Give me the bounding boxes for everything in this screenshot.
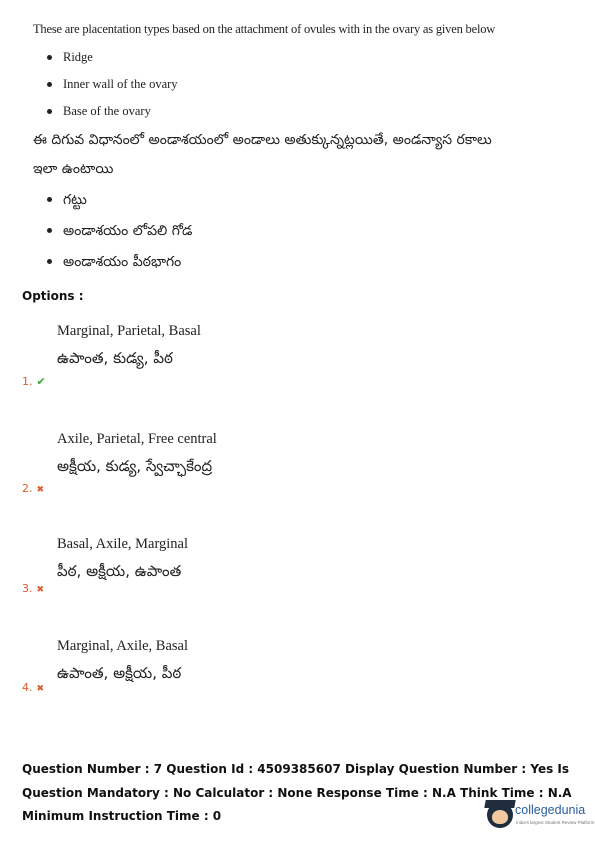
option-4-english: Marginal, Axile, Basal	[57, 638, 189, 654]
english-bullet-item	[47, 77, 178, 92]
english-bullet-item	[47, 50, 93, 65]
bullet-text: గట్టు	[63, 192, 87, 208]
graduate-avatar-icon	[487, 802, 513, 828]
option-number-text: 2.	[22, 482, 33, 495]
intro-telugu-line-1: ఈ దిగువ విధానంలో అండాశయంలో అండాలు అతుక్కున్నట్లయితే, అండన్యాస రకాలు	[33, 132, 492, 148]
cross-icon: ✖	[36, 585, 45, 595]
option-2-english: Axile, Parietal, Free central	[57, 431, 217, 447]
bullet-icon	[47, 55, 52, 60]
option-2-telugu: అక్షీయ, కుడ్య, స్వేచ్ఛాకేంద్ర	[57, 457, 213, 475]
bullet-text: అండాశయం పీఠభాగం	[63, 254, 182, 270]
intro-english-text: These are placentation types based on the attachment of ovules with in the ovary as given below	[33, 22, 496, 36]
options-heading: Options :	[22, 289, 84, 303]
english-bullet-item	[47, 104, 151, 119]
bullet-icon	[47, 228, 52, 233]
bullet-text: Inner wall of the ovary	[63, 77, 178, 91]
intro-telugu-line-2: ఇలా ఉంటాయి	[33, 161, 114, 177]
bullet-icon	[47, 197, 52, 202]
option-number-text: 1.	[22, 375, 33, 388]
option-1-telugu: ఉపాంత, కుడ్య, పీఠ	[57, 349, 173, 367]
option-3-english: Basal, Axile, Marginal	[57, 536, 189, 552]
logo-brand-text: collegedunia	[515, 803, 586, 817]
question-metadata: Question Number : 7 Question Id : 4509385607 Display Question Number : Yes Is Question Mandatory : No Calculator : None Response Time : N.A Think Time : N.A Minimum Instruction Time : 0	[22, 762, 572, 823]
cross-icon: ✖	[36, 485, 45, 495]
bullet-icon	[47, 109, 52, 114]
bullet-icon	[47, 259, 52, 264]
option-4-number[interactable]	[22, 681, 44, 694]
option-1-number[interactable]	[22, 375, 46, 388]
bullet-text: Ridge	[63, 50, 93, 64]
option-number-text: 4.	[22, 681, 33, 694]
option-3-telugu: పీఠ, అక్షీయ, ఉపాంత	[57, 562, 182, 580]
option-number-text: 3.	[22, 582, 33, 595]
telugu-bullet-item	[47, 192, 87, 211]
option-1-english: Marginal, Parietal, Basal	[57, 323, 201, 339]
telugu-bullet-item	[47, 254, 181, 273]
bullet-text: Base of the ovary	[63, 104, 151, 118]
bullet-icon	[47, 82, 52, 87]
option-3-number[interactable]	[22, 582, 44, 595]
bullet-text: అండాశయం లోపలి గోడ	[63, 223, 193, 239]
option-4-telugu: ఉపాంత, అక్షీయ, పీఠ	[57, 664, 182, 682]
collegedunia-logo	[485, 798, 595, 832]
telugu-bullet-item	[47, 223, 192, 242]
option-2-number[interactable]	[22, 482, 44, 495]
logo-tagline: India's largest Student Review Platform	[516, 820, 595, 825]
cross-icon: ✖	[36, 684, 45, 694]
check-icon: ✔	[36, 375, 46, 388]
